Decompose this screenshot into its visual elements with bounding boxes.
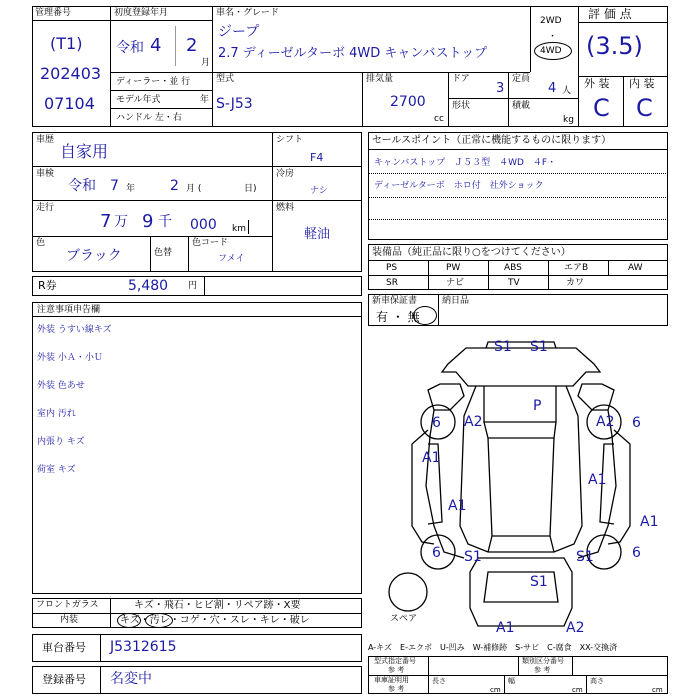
dealer-label: ディーラー・並 行: [116, 77, 191, 87]
kanri-number-1: 202403: [40, 64, 102, 83]
drive-4wd: 4WD: [540, 46, 562, 56]
mark-s1-rear-right: S1: [576, 549, 594, 565]
naiso-value: C: [636, 94, 653, 122]
haba-unit: cm: [572, 686, 583, 694]
teiin-label: 定員: [512, 74, 531, 84]
grade-name: 2.7 ディーゼルターボ 4WD キャンバストップ: [218, 46, 488, 61]
mark-a2-rear-bottom: A2: [566, 620, 585, 636]
note-line: 内張り キズ: [37, 437, 85, 447]
shodo-month-unit: 月: [201, 58, 211, 68]
haiki-value: 2700: [390, 94, 426, 110]
maker-name: ジープ: [218, 24, 260, 40]
handle-label: ハンドル 左・右: [116, 113, 182, 123]
registration-label: 登録番号: [42, 673, 86, 686]
equip-pw: PW: [446, 263, 461, 273]
naga-unit: cm: [490, 686, 501, 694]
gaiso-label: 外 装: [584, 77, 610, 90]
notes-frame: [32, 302, 362, 594]
teiin-value: 4: [548, 81, 557, 96]
model-year-label: モデル年式: [116, 95, 161, 105]
note-line: 外装 色あせ: [37, 381, 85, 391]
mark-p-roof: P: [533, 398, 542, 414]
sekisai-unit: kg: [563, 115, 574, 125]
naiso-label: 内 装: [629, 77, 655, 90]
mark-a1-left-door: A1: [422, 450, 441, 466]
door-label: ドア: [452, 74, 470, 84]
shaken-day-unit: 日): [244, 184, 257, 194]
shaken-label: 車検: [36, 169, 55, 179]
kanri-label: 管理番号: [35, 8, 72, 18]
taka-label: 高さ: [590, 677, 604, 685]
kanri-number-2: 07104: [44, 94, 95, 113]
warranty-label: 新車保証書: [372, 296, 418, 306]
ruibetsu-sub: 参 考: [534, 666, 551, 674]
spare-label: スペア: [390, 614, 418, 624]
reibo-value: ナシ: [310, 186, 328, 196]
yogore-circle: [145, 613, 173, 628]
mark-a1-right-door: A1: [588, 472, 607, 488]
notes-label: 注意事項申告欄: [37, 305, 101, 315]
haiki-label: 排気量: [366, 74, 394, 84]
shodo-label: 初度登録年月: [114, 8, 169, 18]
glass-naiso-label: 内装: [60, 615, 79, 625]
soko-rest: 000: [190, 217, 217, 233]
shodo-month: 2: [186, 35, 198, 56]
katashiki-value: S-J53: [216, 96, 253, 112]
equip-airbag: エアB: [564, 263, 589, 273]
mark-a1-rear-bottom: A1: [496, 620, 515, 636]
mark-6-front-right: 6: [632, 415, 641, 431]
haba-label: 幅: [508, 677, 515, 685]
iro-code-label: 色コード: [192, 238, 229, 248]
glass-naiso-text: キズ・汚レ・コゲ・穴・スレ・キレ・破レ: [120, 615, 310, 626]
mark-6-rear-left: 6: [432, 545, 441, 561]
sales-line: キャンバストップ Ｊ５３型 ４WD ４F・: [374, 158, 557, 168]
sekisai-label: 積載: [512, 101, 531, 111]
soko-unit: km: [232, 224, 246, 234]
shift-value: F4: [310, 151, 324, 164]
mark-a1-right-edge: A1: [640, 514, 659, 530]
note-line: 室内 汚れ: [37, 409, 76, 419]
warranty-circle: [413, 306, 437, 325]
mark-6-rear-right: 6: [632, 545, 641, 561]
mark-s1-top-right: S1: [530, 339, 548, 355]
gaiso-value: C: [593, 94, 610, 122]
note-line: 荷室 キズ: [37, 465, 76, 475]
shitei-label: 型式指定番号: [374, 657, 416, 665]
rken-unit: 円: [188, 281, 198, 291]
soko-man: 7: [100, 211, 112, 232]
shaken-year-unit: 年: [126, 184, 136, 194]
taka-unit: cm: [652, 686, 663, 694]
shareki-value: 自家用: [60, 142, 109, 161]
note-line: 外装 うすい線キズ: [37, 325, 112, 335]
iro-label: 色: [36, 238, 46, 248]
nenryo-value: 軽油: [304, 227, 331, 242]
shift-label: シフト: [276, 135, 304, 145]
mark-6-front-left: 6: [432, 415, 441, 431]
equipment-label: 装備品（純正品に限り○をつけてください）: [372, 247, 571, 258]
soko-label: 走行: [36, 203, 55, 213]
hyoka-value: (3.5): [586, 32, 643, 60]
shodo-year: 4: [150, 35, 162, 56]
equip-abs: ABS: [504, 263, 522, 273]
soko-sen: 9: [142, 211, 154, 232]
damage-legend: A-キズ E-エクボ U-凹み W-補修跡 S-サビ C-腐食 XX-交換済: [368, 643, 618, 652]
mark-s1-rear-center: S1: [530, 574, 548, 590]
naga-label: 長さ: [432, 677, 446, 685]
ruibetsu-label: 類別区分番号: [522, 657, 564, 665]
equip-leather: カワ: [566, 278, 585, 288]
chassis-value: J5312615: [110, 639, 177, 655]
kanri-prefix: (T1): [50, 34, 83, 53]
irogae-label: 色替: [154, 248, 173, 258]
glass-label: フロントガラス: [36, 600, 99, 610]
mark-s1-top-left: S1: [494, 339, 512, 355]
reibo-label: 冷房: [276, 169, 295, 179]
katashiki-label: 型式: [216, 74, 235, 84]
shomei-label: 車庫証明用: [374, 676, 409, 684]
equip-ps: PS: [386, 263, 398, 273]
mark-a2-right: A2: [596, 414, 615, 430]
nenryo-label: 燃料: [276, 203, 295, 213]
mark-a1-left-rear: A1: [448, 498, 467, 514]
rken-label: R券: [38, 279, 57, 292]
shomei-sub: 参 考: [388, 685, 405, 693]
car-damage-diagram: [368, 326, 668, 638]
soko-sen-unit: 千: [158, 214, 172, 230]
door-value: 3: [496, 81, 505, 96]
teiin-unit: 人: [562, 86, 572, 96]
mark-a2-left: A2: [464, 414, 483, 430]
chassis-label: 車台番号: [42, 641, 86, 654]
drive-2wd: 2WD: [540, 16, 562, 26]
glass-text: キズ・飛石・ヒビ割・リペア跡・X要: [134, 600, 301, 611]
iro-value: ブラック: [66, 248, 122, 264]
kizu-circle: [117, 613, 141, 628]
hyoka-label: 評 価 点: [588, 7, 632, 21]
shaken-year: 7: [110, 178, 119, 194]
note-line: 外装 小Ａ・小Ｕ: [37, 353, 103, 363]
nouhin-label: 納日品: [442, 296, 470, 306]
equip-sr: SR: [386, 278, 398, 288]
shaken-era: 令和: [68, 178, 96, 194]
keijo-label: 形状: [452, 101, 471, 111]
soko-man-unit: 万: [114, 214, 128, 230]
registration-value: 名変中: [110, 671, 152, 687]
maker-label: 車名・グレード: [216, 8, 280, 18]
mark-s1-rear-left: S1: [464, 549, 482, 565]
shareki-label: 車歴: [36, 135, 55, 145]
equip-aw: AW: [628, 263, 643, 273]
equip-navi: ナビ: [446, 278, 465, 288]
iro-code-value: フメイ: [218, 254, 245, 264]
shaken-month: 2: [170, 178, 179, 194]
warranty-value: 有 ・ 無: [376, 310, 420, 324]
haiki-unit: cc: [434, 114, 444, 124]
shaken-month-unit: 月 (: [186, 184, 202, 194]
sales-label: セールスポイント（正常に機能するものに限ります）: [372, 135, 612, 146]
sales-line: ディーゼルターボ ホロ付 社外ショック: [374, 181, 544, 191]
model-year-unit: 年: [200, 95, 210, 105]
shodo-era: 令和: [116, 40, 144, 56]
drive-dot: ・: [548, 32, 558, 42]
equip-tv: TV: [508, 278, 520, 288]
shitei-sub: 参 考: [388, 666, 405, 674]
rken-value: 5,480: [128, 278, 169, 294]
